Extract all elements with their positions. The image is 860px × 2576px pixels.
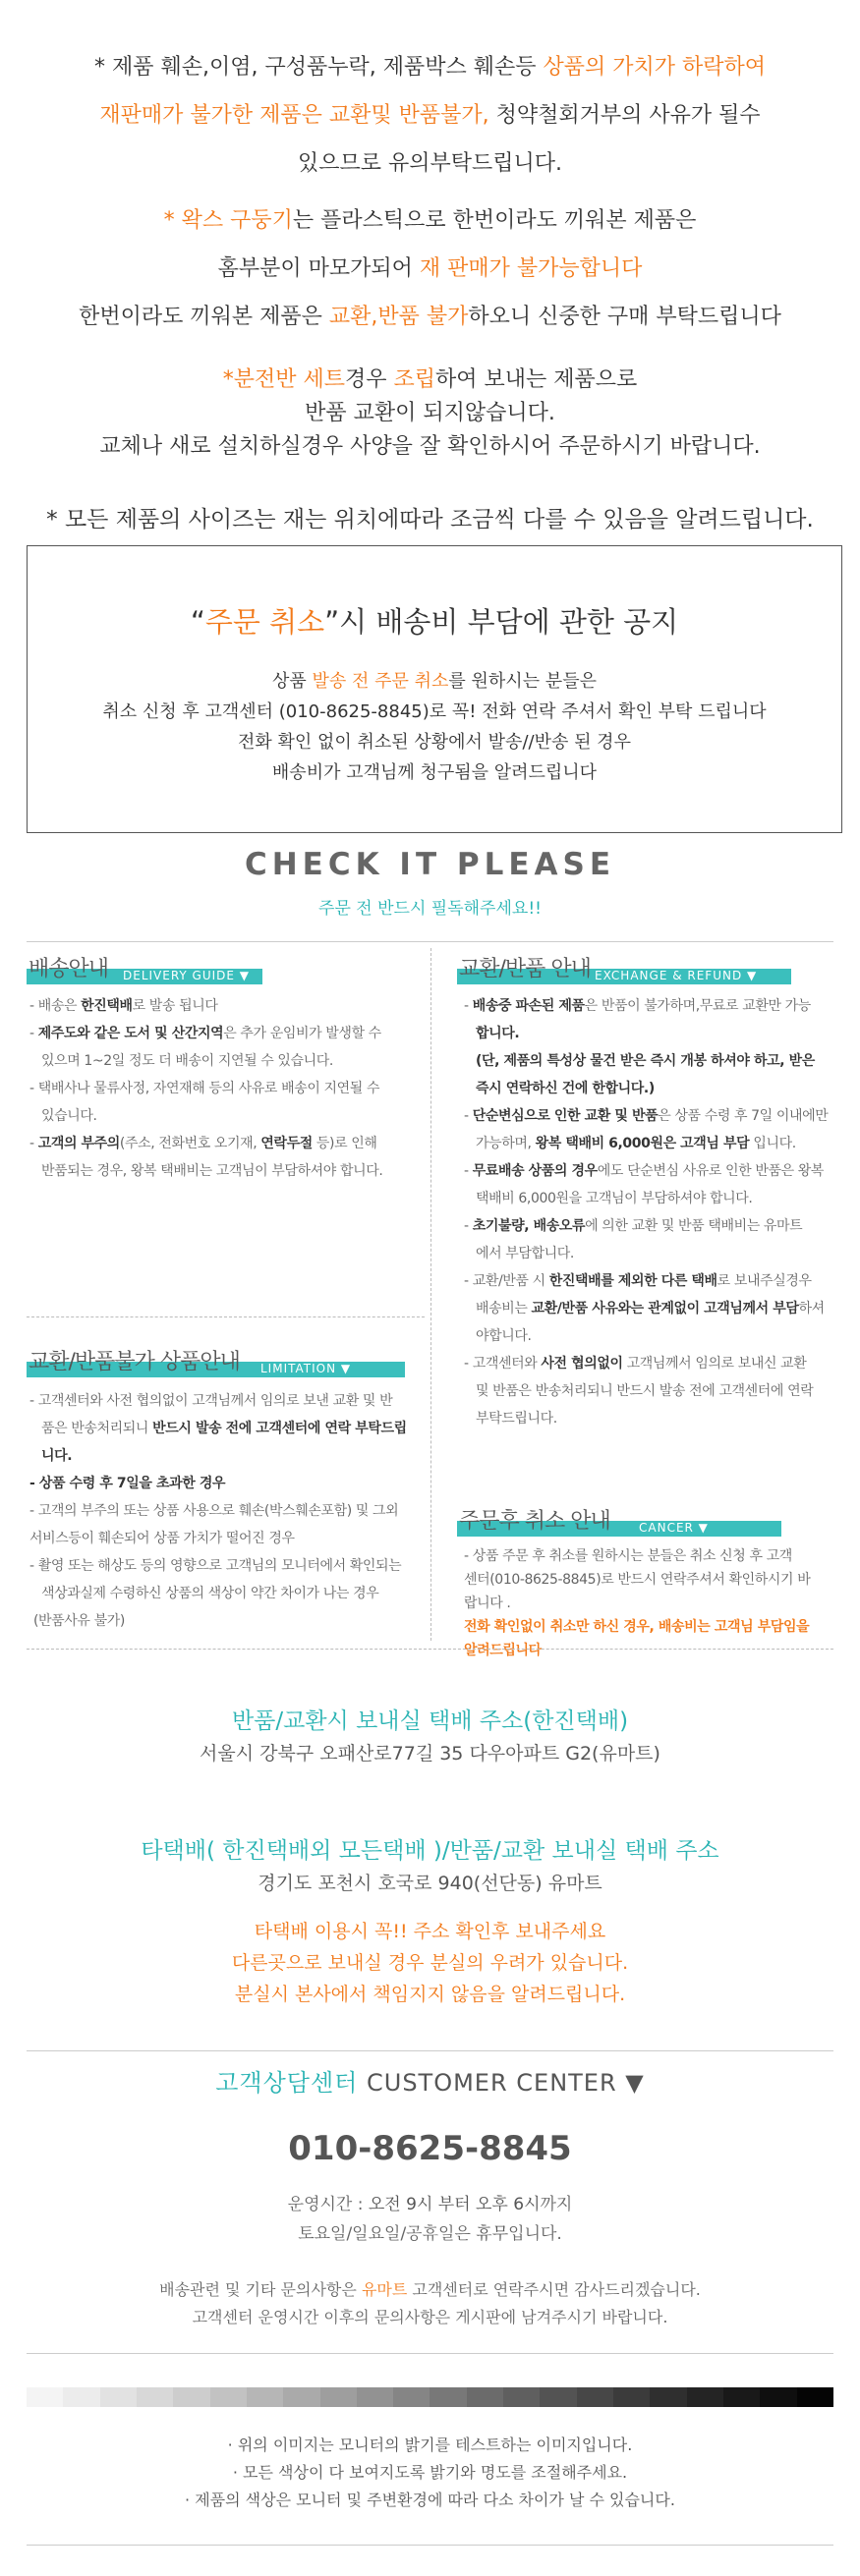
exchange-item-3b: 택배비 6,000원을 고객님이 부담하셔야 합니다.	[476, 1191, 753, 1206]
return-address-other-title: 타택배( 한진택배외 모든택배 )/반품/교환 보내실 택배 주소	[141, 1838, 719, 1864]
exchange-item-1d: 즉시 연락하신 건에 한합니다.)	[476, 1081, 655, 1096]
limitation-body	[29, 1387, 428, 1635]
notice-wax-line-2: 홈부분이 마모가되어 재 판매가 불가능합니다	[217, 256, 643, 281]
gray-swatch	[283, 2387, 319, 2407]
return-address-hanjin-value: 서울시 강북구 오패산로77길 35 다우아파트 G2(유마트)	[200, 1743, 660, 1764]
column-divider	[430, 948, 431, 1641]
limitation-item-1c: 니다.	[41, 1448, 73, 1464]
delivery-item-2b: 있으며 1~2일 정도 더 배송이 지연될 수 있습니다.	[41, 1053, 333, 1069]
divider	[27, 1316, 425, 1317]
delivery-item-1: - 배송은 한진택배로 발송 됩니다	[29, 998, 218, 1014]
customer-center-hours: 운영시간 : 오전 9시 부터 오후 6시까지	[287, 2195, 573, 2214]
gray-swatch	[393, 2387, 430, 2407]
exchange-item-5: - 교환/반품 시 한진택배를 제외한 다른 택배로 보내주실경우	[464, 1273, 812, 1289]
gray-swatch	[27, 2387, 63, 2407]
limitation-item-4c: (반품사유 불가)	[33, 1613, 125, 1629]
customer-center-phone: 010-8625-8845	[288, 2129, 572, 2168]
delivery-item-2: - 제주도와 같은 도서 및 산간지역은 추가 운임비가 발생할 수	[29, 1026, 381, 1041]
notice-wax-line-3: 한번이라도 끼워본 제품은 교환,반품 불가하오니 신중한 구매 부탁드립니다	[79, 305, 781, 329]
monitor-note-1: · 위의 이미지는 모니터의 밝기를 테스트하는 이미지입니다.	[227, 2436, 633, 2454]
divider	[27, 941, 833, 942]
notice-size-line: * 모든 제품의 사이즈는 재는 위치에따라 조금씩 다를 수 있음을 알려드립니다.	[46, 507, 814, 532]
cancel-notice-line-4: 배송비가 고객님께 청구됨을 알려드립니다	[271, 762, 598, 783]
monitor-note-3: · 제품의 색상은 모니터 및 주변환경에 따라 다소 차이가 날 수 있습니다.	[185, 2491, 675, 2509]
gray-swatch	[687, 2387, 723, 2407]
delivery-guide-en: DELIVERY GUIDE ▼	[123, 969, 251, 982]
exchange-item-6c: 부탁드립니다.	[476, 1411, 557, 1427]
exchange-item-1b: 합니다.	[476, 1026, 520, 1041]
exchange-guide-body	[464, 992, 847, 1432]
divider	[27, 1649, 833, 1650]
limitation-item-1: - 고객센터와 사전 협의없이 고객님께서 임의로 보낸 교환 및 반	[29, 1393, 393, 1409]
divider	[27, 2545, 833, 2546]
limitation-en: LIMITATION ▼	[260, 1362, 352, 1375]
courier-warning-line-3: 분실시 본사에서 책임지지 않음을 알려드립니다.	[234, 1984, 626, 2005]
exchange-guide-heading	[457, 951, 791, 984]
divider	[27, 2353, 833, 2354]
customer-center	[0, 2063, 860, 2331]
delivery-item-3b: 있습니다.	[41, 1108, 97, 1124]
gray-swatch	[247, 2387, 283, 2407]
gray-swatch	[357, 2387, 393, 2407]
exchange-item-1c: (단, 제품의 특성상 물건 받은 즉시 개봉 하셔야 하고, 받은	[476, 1053, 815, 1069]
exchange-item-4b: 에서 부담합니다.	[476, 1246, 574, 1261]
customer-center-holidays: 토요일/일요일/공휴일은 휴무입니다.	[298, 2224, 562, 2244]
delivery-item-3: - 택배사나 물류사정, 자연재해 등의 사유로 배송이 지연될 수	[29, 1081, 380, 1096]
exchange-item-3: - 무료배송 상품의 경우에도 단순변심 사유로 인한 반품은 왕복	[464, 1163, 825, 1179]
exchange-item-5b: 배송비는 교환/반품 사유와는 관계없이 고객님께서 부담하셔	[476, 1301, 825, 1316]
notice-damage-line-2: 재판매가 불가한 제품은 교환및 반품불가, 청약철회거부의 사유가 될수	[99, 103, 761, 128]
customer-center-contact-note: 배송관련 및 기타 문의사항은 유마트 고객센터로 연락주시면 감사드리겠습니다.	[159, 2280, 701, 2299]
notice-panel-line-2: 반품 교환이 되지않습니다.	[305, 401, 555, 425]
cancel-guide-title: 주문후 취소 안내	[459, 1509, 610, 1534]
limitation-item-3: - 고객의 부주의 또는 상품 사용으로 훼손(박스훼손포함) 및 그외	[29, 1503, 399, 1519]
cancel-item-4: 전화 확인없이 취소만 하신 경우, 배송비는 고객님 부담임을	[464, 1619, 810, 1635]
exchange-item-4: - 초기불량, 배송오류에 의한 교환 및 반품 택배비는 유마트	[464, 1218, 803, 1234]
check-it-please-header	[0, 847, 860, 919]
limitation-item-1b: 품은 반송처리되니 반드시 발송 전에 고객센터에 연락 부탁드립	[41, 1421, 407, 1436]
limitation-item-4b: 색상과실제 수령하신 상품의 색상이 약간 차이가 나는 경우	[41, 1586, 379, 1601]
gray-swatch	[210, 2387, 247, 2407]
return-address-other	[0, 1832, 860, 1895]
delivery-guide-body	[29, 992, 425, 1185]
gray-swatch	[613, 2387, 650, 2407]
notice-size	[0, 496, 860, 544]
gray-swatch	[100, 2387, 137, 2407]
courier-warning-line-2: 다른곳으로 보내실 경우 분실의 우려가 있습니다.	[231, 1952, 629, 1974]
cancel-notice-line-2: 취소 신청 후 고객센터 (010-8625-8845)로 꼭! 전화 연락 주셔서 확인 부탁 드립니다	[102, 701, 767, 722]
exchange-item-2b: 가능하며, 왕복 택배비 6,000원은 고객님 부담 입니다.	[476, 1136, 796, 1151]
exchange-guide-en: EXCHANGE & REFUND ▼	[595, 969, 758, 982]
gray-swatch	[723, 2387, 760, 2407]
return-address-hanjin	[0, 1703, 860, 1765]
customer-center-after-hours-note: 고객센터 운영시간 이후의 문의사항은 게시판에 남겨주시기 바랍니다.	[192, 2308, 668, 2326]
check-subtitle: 주문 전 반드시 필독해주세요!!	[318, 899, 542, 919]
gray-swatch	[137, 2387, 173, 2407]
delivery-guide-heading	[27, 951, 262, 984]
gray-swatch	[797, 2387, 833, 2407]
limitation-title: 교환/반품불가 상품안내	[29, 1350, 240, 1374]
check-title: CHECK IT PLEASE	[244, 847, 616, 882]
notice-damage-line-3: 있으므로 유의부탁드립니다.	[297, 151, 562, 176]
cancel-guide-heading	[457, 1503, 781, 1537]
cancel-guide-en: CANCER ▼	[639, 1521, 709, 1535]
cancel-guide-body	[464, 1544, 847, 1662]
cancel-notice-line-3: 전화 확인 없이 취소된 상황에서 발송//반송 된 경우	[238, 732, 631, 753]
gray-swatch	[760, 2387, 796, 2407]
gray-swatch	[467, 2387, 503, 2407]
cancel-shipping-notice-box	[27, 545, 842, 833]
cancel-item-5: 알려드립니다	[464, 1643, 542, 1658]
customer-center-title: 고객상담센터 CUSTOMER CENTER ▼	[215, 2069, 645, 2097]
gray-swatch	[650, 2387, 686, 2407]
notice-damage-line-1: * 제품 훼손,이염, 구성품누락, 제품박스 훼손등 상품의 가치가 하락하여	[94, 55, 766, 80]
notice-damage	[0, 43, 860, 188]
cancel-item-2: 센터(010-8625-8845)로 반드시 연락주셔서 확인하시기 바	[464, 1572, 811, 1588]
return-address-hanjin-title: 반품/교환시 보내실 택배 주소(한진택배)	[231, 1708, 629, 1734]
courier-warning	[0, 1916, 860, 2010]
limitation-heading	[27, 1344, 405, 1377]
exchange-item-1: - 배송중 파손된 제품은 반품이 불가하며,무료로 교환만 가능	[464, 998, 811, 1014]
notice-panel-line-3: 교체나 새로 설치하실경우 사양을 잘 확인하시어 주문하시기 바랍니다.	[99, 434, 761, 459]
exchange-item-6b: 및 반품은 반송처리되니 반드시 발송 전에 고객센터에 연락	[476, 1383, 814, 1399]
gray-swatch	[320, 2387, 357, 2407]
exchange-item-6: - 고객센터와 사전 협의없이 고객님께서 임의로 보내신 교환	[464, 1356, 807, 1372]
notice-panel-set	[0, 364, 860, 464]
notice-wax	[0, 196, 860, 341]
notice-wax-line-1: * 왁스 구둥기는 플라스틱으로 한번이라도 끼워본 제품은	[163, 208, 697, 233]
divider	[27, 2050, 833, 2051]
courier-warning-line-1: 타택배 이용시 꼭!! 주소 확인후 보내주세요	[254, 1921, 606, 1942]
gray-swatch	[63, 2387, 99, 2407]
cancel-notice-title: “주문 취소”시 배송비 부담에 관한 공지	[190, 605, 679, 639]
return-address-other-value: 경기도 포천시 호국로 940(선단동) 유마트	[258, 1873, 602, 1894]
limitation-item-2: - 상품 수령 후 7일을 초과한 경우	[29, 1476, 226, 1491]
gray-swatch	[540, 2387, 576, 2407]
delivery-item-4: - 고객의 부주의(주소, 전화번호 오기재, 연락두절 등)로 인해	[29, 1136, 377, 1151]
cancel-notice-line-1: 상품 발송 전 주문 취소를 원하시는 분들은	[272, 671, 597, 692]
gray-swatch	[577, 2387, 613, 2407]
gray-swatch	[430, 2387, 466, 2407]
exchange-item-5c: 야합니다.	[476, 1328, 532, 1344]
monitor-note-2: · 모든 색상이 다 보여지도록 밝기와 명도를 조절해주세요.	[232, 2463, 628, 2482]
gray-swatch	[173, 2387, 209, 2407]
gray-swatch	[503, 2387, 540, 2407]
exchange-guide-title: 교환/반품 안내	[459, 957, 591, 981]
notice-panel-line-1: *분전반 세트경우 조립하여 보내는 제품으로	[222, 367, 638, 392]
monitor-brightness-test-strip	[27, 2387, 833, 2407]
delivery-guide-title: 배송안내	[29, 957, 109, 981]
delivery-item-4b: 반품되는 경우, 왕복 택배비는 고객님이 부담하셔야 합니다.	[41, 1163, 383, 1179]
cancel-item-1: - 상품 주문 후 취소를 원하시는 분들은 취소 신청 후 고객	[464, 1548, 792, 1564]
exchange-item-2: - 단순변심으로 인한 교환 및 반품은 상품 수령 후 7일 이내에만	[464, 1108, 829, 1124]
cancel-item-3: 랍니다 .	[464, 1596, 511, 1611]
limitation-item-3b: 서비스등이 훼손되어 상품 가치가 떨어진 경우	[29, 1531, 295, 1546]
monitor-notes	[0, 2432, 860, 2514]
limitation-item-4: - 촬영 또는 해상도 등의 영향으로 고객님의 모니터에서 확인되는	[29, 1558, 402, 1574]
